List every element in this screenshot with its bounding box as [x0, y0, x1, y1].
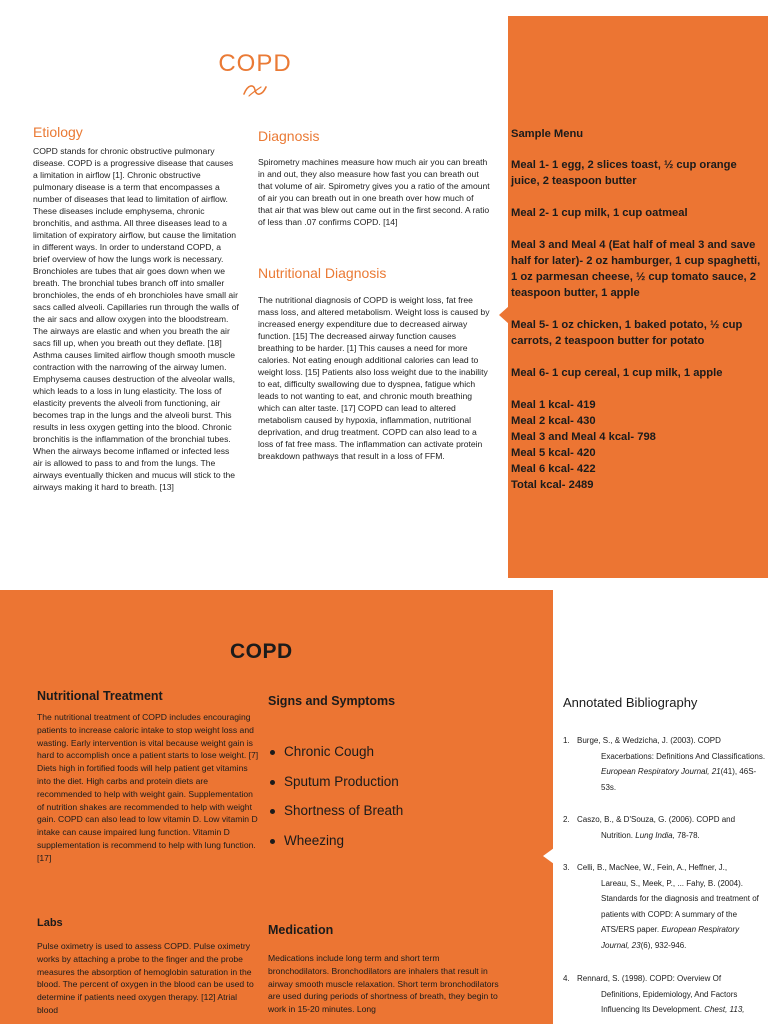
bullet-icon	[270, 780, 275, 785]
diagnosis-text: Spirometry machines measure how much air you can breath in and out, they also measure how fast you can breath out that volume of air. Spirometry gives you a ratio of the amount of air you can breath out in one breath over how much of that air that was blew out came out in the first second. A ratio of less than .07 confirms COPD. [14]	[258, 157, 490, 227]
bullet-icon	[270, 809, 275, 814]
signs-symptoms-heading: Signs and Symptoms	[268, 694, 396, 708]
medication-text: Medications include long term and short term bronchodilators. Bronchodilators are inhalers that result in airway smooth muscle relaxation. Short term bronchodilators are used during periods of shortness of breath, they begin to work in 15-20 minutes. Long	[268, 953, 499, 1015]
panel-notch	[499, 306, 509, 324]
bibliography-entry	[563, 812, 768, 843]
symptoms-list	[268, 744, 403, 862]
panel-notch	[543, 848, 554, 864]
menu-kcal-item: Meal 3 and Meal 4 kcal- 798	[511, 431, 656, 443]
entry-number: 1.	[563, 736, 570, 745]
menu-kcal-item: Meal 5 kcal- 420	[511, 447, 596, 459]
nutritional-treatment-text: The nutritional treatment of COPD includes encouraging patients to increase caloric intake to stop weight loss and wasting. Early intervention is vital because weight gain is hard to accomplish once a patient starts to lose weight. [7] Diets high in fortified foods will help patient get vitamins into the diet. High carbs and protein diets are recommended to help with weight gain. Supplementation of nutrition shakes are recommended to help with weight gain. COPD can also lead to low vitamin D. Low vitamin D intake can cause impaired lung function. Vitamin D supplementation is recommend to help with lung function. [17]	[37, 712, 259, 863]
menu-kcal-item: Meal 6 kcal- 422	[511, 463, 596, 475]
entry-authors: Celli, B., MacNee, W., Fein, A., Heffner, J.,	[577, 863, 728, 872]
page1-title: COPD	[218, 50, 292, 77]
menu-meal-item: Meal 6- 1 cup cereal, 1 cup milk, 1 apple	[511, 367, 723, 379]
bibliography-heading: Annotated Bibliography	[563, 695, 698, 710]
menu-meal-item: Meal 1- 1 egg, 2 slices toast, ½ cup orange juice, 2 teaspoon butter	[511, 159, 737, 187]
medication-heading: Medication	[268, 923, 334, 937]
etiology-text: COPD stands for chronic obstructive pulmonary disease. COPD is a progressive disease that causes a limitation in airflow [1]. Chronic obstructive pulmonary disease is a term that encompasses a number of diseases that lead to limitation of airflow. These diseases include emphysema, chronic bronchitis, and asthma. All three diseases lead to a limitation of expiratory airflow, but cause the limitation in different ways. In order to understand COPD, a brief overview of how the lungs work is necessary. Bronchioles are tubes that air goes down when we breath. The bronchial tubes branch off into smaller bronchioles, the ends of eh bronchioles have small air sacs called alveoli. Capillaries run through the walls of the air sacs and allow oxygen into the bloodstream. The airways are elastic and when you breath the air sacs fill up, when you breath out they deflate. [18] Asthma causes limited airflow though smooth muscle contraction with the narrowing of the airway lumen. Emphysema causes destruction of the alveolar walls, which leads to a loss in lung elasticity. The loss of elasticity prevents the alveoli from functioning, air becomes trap in the lungs and the alveoli burst. This results in less oxygen getting into the blood. Chronic bronchitis is the inflammation of the bronchial tubes. When the airways become inflamed or infected less air is allowed to pass to and from the lungs. The airways eventually thicken and mucus will stick to the airways making it hard to breath. [13]	[33, 146, 239, 492]
sample-menu-heading: Sample Menu	[511, 128, 584, 140]
entry-details: Definitions, Epidemiology, And Factors Influencing Its Development. Chest, 113,	[601, 989, 745, 1014]
symptom-item	[268, 744, 403, 774]
entry-authors: Burge, S., & Wedzicha, J. (2003). COPD	[577, 736, 721, 745]
diagnosis-heading: Diagnosis	[258, 128, 320, 144]
bibliography-entry	[563, 860, 768, 953]
etiology-heading: Etiology	[33, 124, 83, 140]
symptom-item	[268, 833, 403, 863]
symptom-label: Shortness of Breath	[284, 803, 404, 818]
entry-authors: Caszo, B., & D'Souza, G. (2006). COPD and	[577, 815, 736, 824]
labs-heading: Labs	[37, 917, 63, 929]
bibliography-entry	[563, 971, 768, 1018]
menu-meal-item: Meal 3 and Meal 4 (Eat half of meal 3 and save half for later)- 2 oz hamburger, 1 cup spaghetti, 1 oz parmesan cheese, ½ cup tomato sauce, 2 teaspoon butter, 1 apple	[511, 239, 761, 299]
entry-details: Exacerbations: Definitions And Classifications. European Respiratory Journal, 21(41), 46S-53s.	[601, 751, 766, 792]
bullet-icon	[270, 839, 275, 844]
symptom-label: Chronic Cough	[284, 744, 375, 759]
menu-meal-item: Meal 2- 1 cup milk, 1 cup oatmeal	[511, 207, 688, 219]
symptom-label: Sputum Production	[284, 773, 399, 789]
entry-details: Lareau, S., Meek, P., ... Fahy, B. (2004). Standards for the diagnosis and treatment of patients with COPD: A summary of the ATS/ERS paper. European Respiratory Journal, 23(6), 932-946.	[601, 878, 759, 950]
symptom-item	[268, 774, 403, 804]
menu-kcal-item: Meal 1 kcal- 419	[511, 399, 596, 411]
symptom-item	[268, 803, 403, 833]
entry-number: 4.	[563, 974, 570, 983]
sample-menu-content	[511, 126, 761, 493]
nutritional-diagnosis-heading: Nutritional Diagnosis	[258, 265, 387, 281]
labs-text: Pulse oximetry is used to assess COPD. Pulse oximetry works by attaching a probe to the finger and the probe measures the absorption of hemoglobin saturation in the blood. The percent of oxygen in the blood can be used to determine if patients need oxygen therapy. [12] Atrial blood	[37, 941, 254, 1015]
entry-number: 3.	[563, 863, 570, 872]
bullet-icon	[270, 750, 275, 755]
menu-kcal-total: Total kcal- 2489	[511, 479, 594, 491]
nutritional-diagnosis-text: The nutritional diagnosis of COPD is weight loss, fat free mass loss, and altered metabolism. Weight loss is caused by increased energy expenditure due to decreased airway function. [15] The decreased airway function causes breathing to be harder. [1] This causes a need for more calories. Not eating enough additional calories can lead to weight loss. [15] Patients also loss weight due to the inability to eat, difficulty swallowing due to dyspnea, fatigue which leads to not wanting to eat, and chronic mouth breathing which can alter taste. [17] COPD can lead to altered metabolism caused by hypoxia, inflammation, nutritional deprivation, and drug treatment. COPD can also lead to a loss of fat free mass. The inflammation can activate protein breakdown pathways that result in a loss of FFM.	[258, 295, 490, 461]
nutritional-treatment-heading: Nutritional Treatment	[37, 689, 163, 703]
page2-title: COPD	[230, 640, 293, 663]
symptom-label: Wheezing	[284, 832, 345, 848]
menu-kcal-item: Meal 2 kcal- 430	[511, 415, 596, 427]
entry-authors: Rennard, S. (1998). COPD: Overview Of	[577, 974, 722, 983]
bibliography-panel	[553, 590, 768, 1024]
swirl-ornament-icon	[240, 82, 270, 100]
entry-details: Nutrition. Lung India, 78-78.	[601, 830, 700, 840]
bibliography-entry	[563, 733, 768, 795]
menu-meal-item: Meal 5- 1 oz chicken, 1 baked potato, ½ cup carrots, 2 teaspoon butter for potato	[511, 319, 743, 347]
entry-number: 2.	[563, 815, 570, 824]
